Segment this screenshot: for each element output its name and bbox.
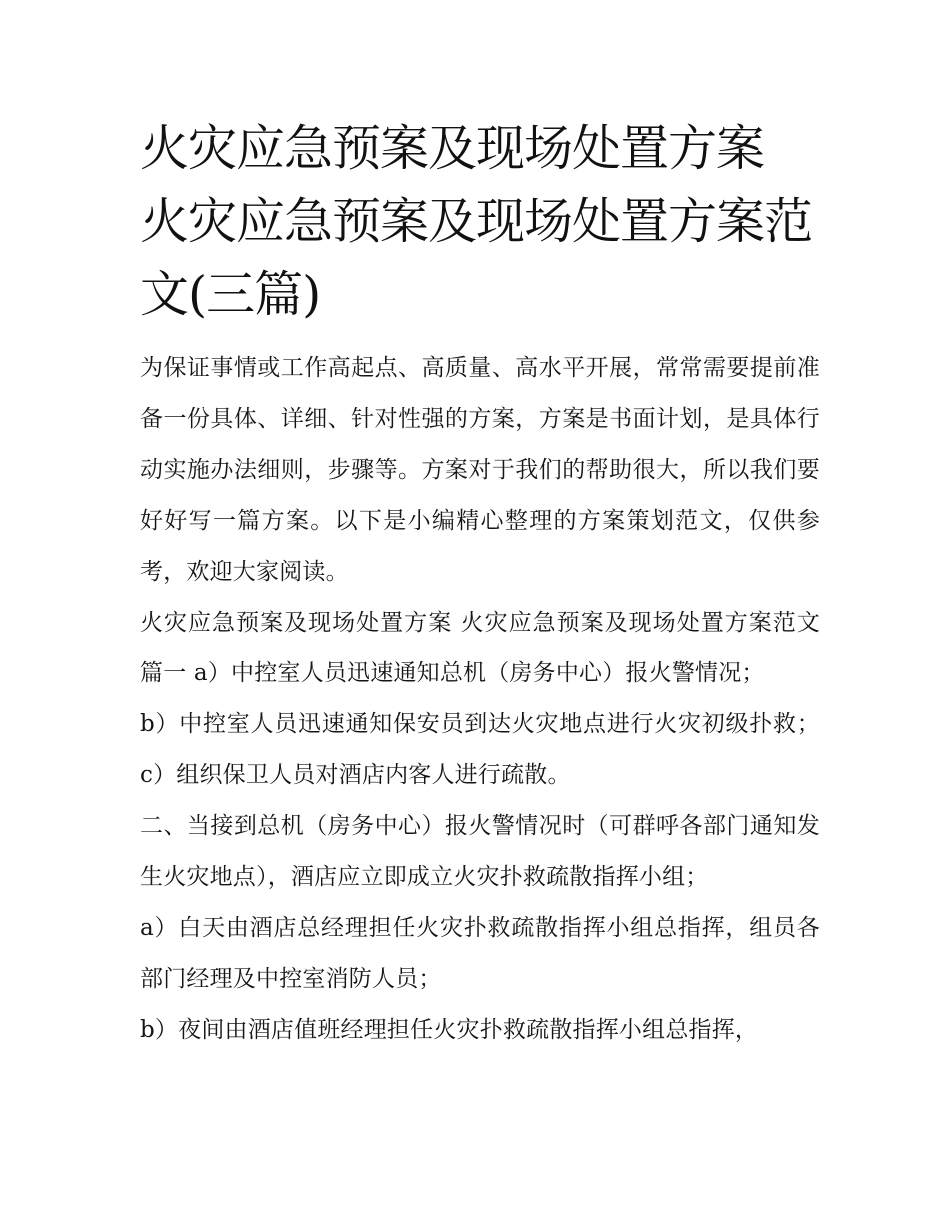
document-content	[140, 112, 820, 1056]
paragraph-item-b-night: b）夜间由酒店值班经理担任火灾扑救疏散指挥小组总指挥，	[140, 1016, 759, 1043]
paragraph-section-two: 二、当接到总机（房务中心）报火警情况时（可群呼各部门通知发生火灾地点），酒店应立即成立火灾扑救疏散指挥小组；	[140, 813, 820, 891]
document-body	[140, 343, 820, 1056]
paragraph-item-b-c: b）中控室人员迅速通知保安员到达火灾地点进行火灾初级扑救； c）组织保卫人员对酒店内客人进行疏散。	[140, 711, 820, 789]
document-title: 火灾应急预案及现场处置方案 火灾应急预案及现场处置方案范文(三篇)	[140, 120, 813, 323]
paragraph-section-one: 火灾应急预案及现场处置方案 火灾应急预案及现场处置方案范文篇一 a）中控室人员迅速通知总机（房务中心）报火警情况；	[140, 609, 820, 687]
paragraph-item-a-day: a）白天由酒店总经理担任火灾扑救疏散指挥小组总指挥，组员各部门经理及中控室消防人员；	[140, 914, 820, 992]
paragraph-intro: 为保证事情或工作高起点、高质量、高水平开展，常常需要提前准备一份具体、详细、针对性强的方案，方案是书面计划，是具体行动实施办法细则，步骤等。方案对于我们的帮助很大，所以我们要好好写一篇方案。以下是小编精心整理的方案策划范文，仅供参考，欢迎大家阅读。	[140, 355, 820, 585]
